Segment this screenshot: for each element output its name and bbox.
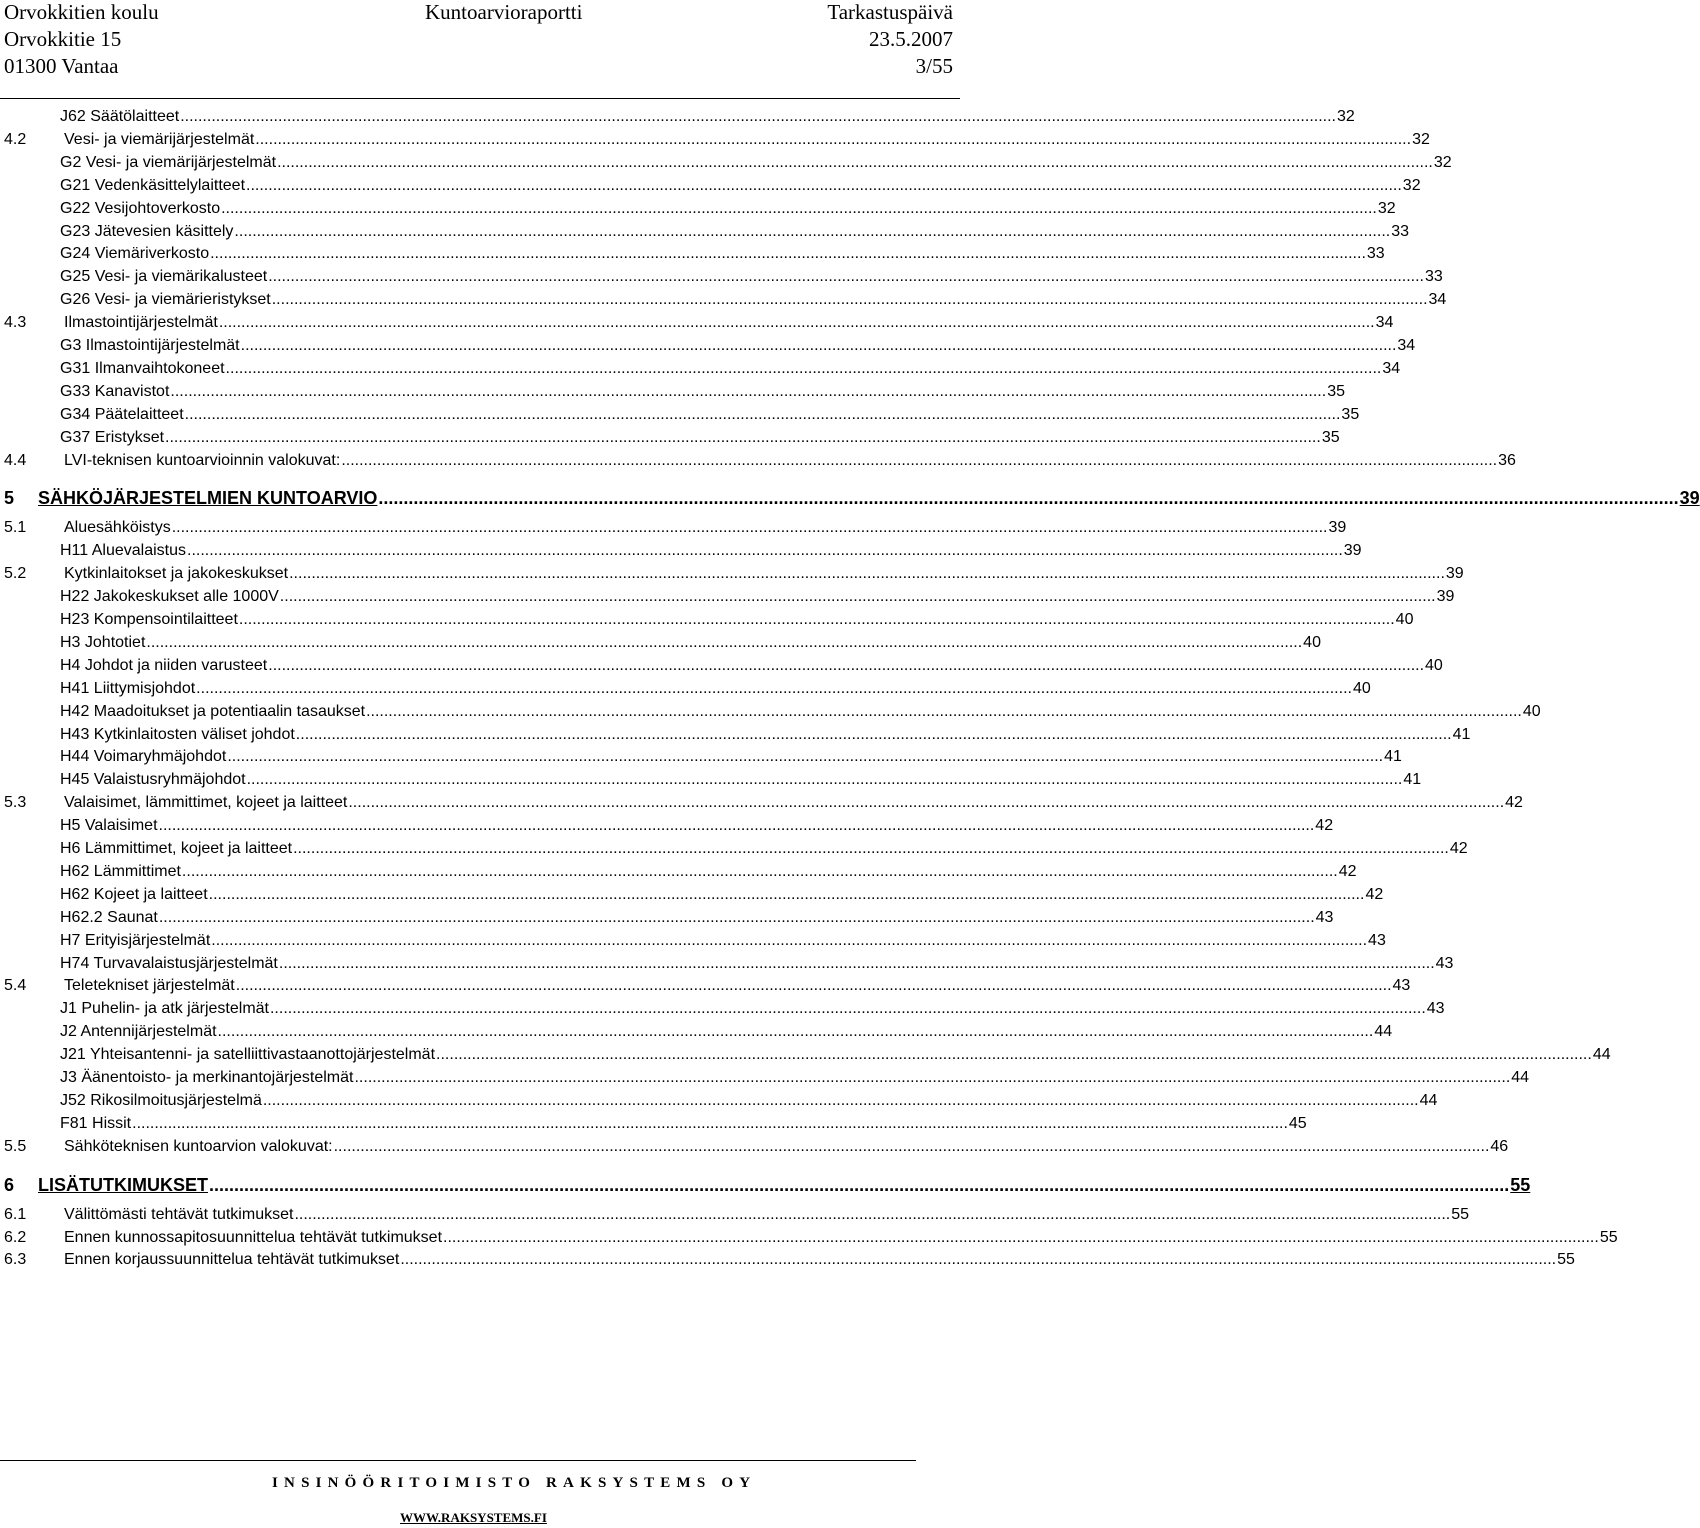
toc-entry-title: H74 Turvavalaistusjärjestelmät	[60, 954, 278, 972]
toc-entry-title: G34 Päätelaitteet	[60, 405, 184, 423]
toc-entry[interactable]	[0, 860, 1357, 883]
toc-entry[interactable]	[0, 357, 1401, 380]
dot-leader: ....................................................................................................................................................................................................................................................................	[158, 817, 1315, 835]
toc-entry-title: Ilmastointijärjestelmät	[64, 314, 218, 332]
dot-leader: ....................................................................................................................................................................................................................................................................	[132, 1114, 1288, 1132]
toc-entry-title: H4 Johdot ja niiden varusteet	[60, 656, 268, 674]
toc-entry[interactable]	[0, 516, 1347, 539]
dot-leader: ....................................................................................................................................................................................................................................................................	[234, 222, 1391, 240]
toc-entry-title: J62 Säätölaitteet	[60, 108, 180, 125]
toc-entry-page: 42	[1315, 817, 1334, 835]
toc-entry-page: 33	[1391, 222, 1409, 240]
toc-entry[interactable]	[0, 265, 1443, 288]
toc-entry[interactable]	[0, 585, 1455, 608]
dot-leader: ....................................................................................................................................................................................................................................................................	[184, 405, 1341, 423]
dot-leader: ....................................................................................................................................................................................................................................................................	[341, 451, 1498, 469]
toc-entry-page: 41	[1384, 748, 1402, 766]
toc-entry[interactable]	[0, 485, 1700, 511]
toc-entry-number: 4.4	[4, 451, 27, 469]
toc-entry[interactable]	[0, 654, 1443, 677]
dot-leader: ....................................................................................................................................................................................................................................................................	[227, 748, 1384, 766]
toc-entry[interactable]	[0, 242, 1385, 265]
toc-entry-title: J21 Yhteisantenni- ja satelliittivastaanottojärjestelmät	[60, 1046, 436, 1064]
toc-entry[interactable]	[0, 974, 1411, 997]
dot-leader: ....................................................................................................................................................................................................................................................................	[279, 588, 1436, 606]
toc-entry[interactable]	[0, 745, 1402, 768]
dot-leader: ....................................................................................................................................................................................................................................................................	[268, 268, 1424, 286]
toc-entry-title: H62 Kojeet ja laitteet	[60, 885, 208, 903]
toc-entry-number: 5.5	[4, 1137, 27, 1155]
dot-leader: ....................................................................................................................................................................................................................................................................	[221, 199, 1377, 217]
report-title: Kuntoarvioraportti	[425, 0, 583, 24]
toc-entry-number: 6.2	[4, 1228, 27, 1246]
dot-leader: ....................................................................................................................................................................................................................................................................	[271, 291, 1428, 309]
toc-entry[interactable]	[0, 700, 1541, 723]
toc-entry-page: 55	[1557, 1251, 1575, 1269]
toc-entry-number: 4.2	[4, 130, 27, 148]
toc-entry-page: 40	[1352, 679, 1371, 697]
toc-entry-page: 35	[1327, 382, 1345, 400]
dot-leader: ....................................................................................................................................................................................................................................................................	[246, 771, 1403, 789]
toc-entry-page: 35	[1341, 405, 1360, 423]
dot-leader: ....................................................................................................................................................................................................................................................................	[443, 1228, 1599, 1246]
dot-leader: ....................................................................................................................................................................................................................................................................	[278, 954, 1435, 972]
dot-leader: ....................................................................................................................................................................................................................................................................	[269, 1000, 1426, 1018]
footer-website-link[interactable]: WWW.RAKSYSTEMS.FI	[400, 1510, 547, 1525]
toc-entry-page: 39	[1343, 542, 1362, 560]
toc-entry-title: J1 Puhelin- ja atk järjestelmät	[60, 1000, 269, 1018]
footer-divider	[0, 1460, 916, 1461]
toc-entry-title: H42 Maadoitukset ja potentiaalin tasaukset	[60, 702, 366, 720]
toc-entry-page: 33	[1424, 268, 1443, 286]
toc-entry-title: J2 Antennijärjestelmät	[60, 1023, 217, 1041]
toc-entry-title: G3 Ilmastointijärjestelmät	[60, 337, 240, 354]
dot-leader: ....................................................................................................................................................................................................................................................................	[165, 428, 1321, 446]
toc-entry-title: H6 Lämmittimet, kojeet ja laitteet	[60, 840, 293, 857]
toc-entry[interactable]	[0, 220, 1409, 243]
toc-entry-page: 44	[1592, 1046, 1611, 1064]
toc-entry-page: 44	[1511, 1069, 1530, 1086]
toc-entry[interactable]	[0, 814, 1334, 837]
footer-company: INSINÖÖRITOIMISTO RAKSYSTEMS OY	[272, 1475, 757, 1491]
toc-entry-number: 5.1	[4, 519, 27, 537]
toc-entry[interactable]	[0, 380, 1345, 403]
toc-entry[interactable]	[0, 1135, 1509, 1158]
toc-entry-page: 40	[1303, 633, 1321, 651]
toc-entry[interactable]	[0, 311, 1394, 334]
date-label: Tarkastuspäivä	[827, 0, 953, 24]
dot-leader: ....................................................................................................................................................................................................................................................................	[268, 656, 1425, 674]
toc-entry-page: 43	[1315, 908, 1334, 926]
dot-leader: ....................................................................................................................................................................................................................................................................	[354, 1069, 1511, 1086]
dot-leader: ....................................................................................................................................................................................................................................................................	[171, 519, 1328, 537]
toc-entry-title: H44 Voimaryhmäjohdot	[60, 748, 227, 766]
toc-entry-page: 43	[1392, 977, 1411, 995]
toc-entry-page: 39	[1436, 588, 1455, 606]
toc-entry-title: G31 Ilmanvaihtokoneet	[60, 359, 225, 377]
toc-entry[interactable]	[0, 334, 1416, 357]
toc-entry-title: Sähköteknisen kuntoarvion valokuvat:	[64, 1137, 333, 1155]
dot-leader: ....................................................................................................................................................................................................................................................................	[289, 565, 1445, 583]
toc-entry-number: 4.3	[4, 314, 27, 332]
toc-entry-page: 42	[1365, 885, 1384, 903]
dot-leader: ....................................................................................................................................................................................................................................................................	[333, 1137, 1490, 1155]
dot-leader: ....................................................................................................................................................................................................................................................................	[146, 633, 1303, 651]
toc-entry-title: Valaisimet, lämmittimet, kojeet ja laitteet	[64, 794, 348, 812]
page-number: 3/55	[915, 54, 953, 78]
toc-entry[interactable]	[0, 151, 1452, 174]
toc-entry-number: 6.1	[4, 1205, 27, 1223]
toc-entry-page: 42	[1338, 862, 1357, 880]
toc-entry-page: 39	[1445, 565, 1464, 583]
toc-entry-page: 32	[1402, 176, 1421, 194]
toc-entry-title: Vesi- ja viemärijärjestelmät	[64, 130, 255, 148]
toc-entry-page: 41	[1452, 725, 1471, 743]
toc-entry-title: G21 Vedenkäsittelylaitteet	[60, 176, 246, 194]
toc-entry-title: Välittömästi tehtävät tutkimukset	[64, 1205, 294, 1223]
dot-leader: ....................................................................................................................................................................................................................................................................	[225, 359, 1382, 377]
toc-entry-page: 32	[1412, 130, 1430, 148]
toc-entry[interactable]	[0, 426, 1340, 449]
toc-entry-title: Kytkinlaitokset ja jakokeskukset	[64, 565, 289, 583]
toc-entry-page: 42	[1505, 794, 1523, 812]
toc-entry-page: 32	[1377, 199, 1396, 217]
dot-leader: ....................................................................................................................................................................................................................................................................	[246, 176, 1402, 194]
toc-entry[interactable]	[0, 288, 1447, 311]
toc-entry[interactable]	[0, 1172, 1531, 1198]
toc-entry-title: H43 Kytkinlaitosten väliset johdot	[60, 725, 295, 743]
toc-entry-page: 46	[1490, 1137, 1509, 1155]
toc-entry[interactable]	[0, 1020, 1393, 1043]
toc-entry-page: 41	[1403, 771, 1422, 789]
dot-leader: ....................................................................................................................................................................................................................................................................	[293, 840, 1449, 857]
toc-entry-title: G23 Jätevesien käsittely	[60, 222, 234, 240]
toc-entry[interactable]	[0, 791, 1523, 814]
dot-leader: ....................................................................................................................................................................................................................................................................	[436, 1046, 1592, 1064]
dot-leader: ....................................................................................................................................................................................................................................................................	[235, 977, 1392, 995]
toc-entry-title: H11 Aluevalaistus	[60, 542, 186, 560]
dot-leader: ....................................................................................................................................................................................................................................................................	[210, 245, 1366, 263]
toc-entry[interactable]	[0, 1203, 1470, 1226]
toc-entry-number: 5	[4, 488, 15, 509]
page-header	[0, 0, 960, 104]
dot-leader: ....................................................................................................................................................................................................................................................................	[240, 337, 1397, 354]
toc-entry[interactable]	[0, 1112, 1307, 1135]
org-name: Orvokkitien koulu	[4, 0, 159, 24]
dot-leader: ....................................................................................................................................................................................................................................................................	[180, 108, 1336, 125]
toc-entry-title: Aluesähköistys	[64, 519, 171, 537]
toc-entry-page: 34	[1428, 291, 1447, 309]
toc-entry-title: J52 Rikosilmoitusjärjestelmä	[60, 1091, 262, 1109]
toc-entry-page: 33	[1366, 245, 1385, 263]
toc-entry[interactable]	[0, 105, 1355, 128]
toc-entry[interactable]	[0, 929, 1386, 952]
toc-entry[interactable]	[0, 997, 1445, 1020]
toc-entry-title: H3 Johtotiet	[60, 633, 146, 651]
toc-entry-page: 34	[1397, 337, 1416, 354]
toc-entry-title: G22 Vesijohtoverkosto	[60, 199, 221, 217]
toc-entry[interactable]	[0, 631, 1321, 654]
toc-entry[interactable]	[0, 197, 1396, 220]
toc-entry-page: 44	[1419, 1091, 1438, 1109]
dot-leader: ....................................................................................................................................................................................................................................................................	[217, 1023, 1374, 1041]
toc-entry[interactable]	[0, 883, 1384, 906]
toc-entry-page: 36	[1498, 451, 1516, 469]
toc-entry-page: 45	[1288, 1114, 1307, 1132]
toc-entry[interactable]	[0, 768, 1422, 791]
toc-entry[interactable]	[0, 1226, 1618, 1249]
toc-entry-number: 5.2	[4, 565, 27, 583]
toc-entry-title: LISÄTUTKIMUKSET	[38, 1174, 208, 1195]
dot-leader: ....................................................................................................................................................................................................................................................................	[400, 1251, 1557, 1269]
toc-entry[interactable]	[0, 723, 1471, 746]
toc-entry-page: 40	[1522, 702, 1541, 720]
dot-leader: ....................................................................................................................................................................................................................................................................	[255, 130, 1412, 148]
toc-entry[interactable]	[0, 128, 1430, 151]
toc-entry-page: 35	[1321, 428, 1340, 446]
toc-entry-page: 55	[1599, 1228, 1618, 1246]
address-city: 01300 Vantaa	[4, 54, 119, 78]
toc-entry[interactable]	[0, 1089, 1438, 1112]
toc-entry-page: 55	[1510, 1174, 1531, 1195]
toc-entry-title: SÄHKÖJÄRJESTELMIEN KUNTOARVIO	[38, 488, 378, 509]
toc-entry[interactable]	[0, 174, 1421, 197]
toc-entry-title: H5 Valaisimet	[60, 817, 158, 835]
dot-leader: ....................................................................................................................................................................................................................................................................	[209, 1174, 1510, 1195]
toc-entry[interactable]	[0, 562, 1464, 585]
toc-entry-page: 43	[1435, 954, 1454, 972]
toc-entry-page: 34	[1375, 314, 1394, 332]
toc-entry-page: 40	[1425, 656, 1443, 674]
toc-entry-title: H62.2 Saunat	[60, 908, 158, 926]
dot-leader: ....................................................................................................................................................................................................................................................................	[366, 702, 1522, 720]
dot-leader: ....................................................................................................................................................................................................................................................................	[158, 908, 1315, 926]
toc-entry-page: 44	[1374, 1023, 1393, 1041]
dot-leader: ....................................................................................................................................................................................................................................................................	[348, 794, 1505, 812]
dot-leader: ....................................................................................................................................................................................................................................................................	[170, 382, 1327, 400]
toc-entry-title: Ennen kunnossapitosuunnittelua tehtävät tutkimukset	[64, 1228, 443, 1246]
toc-entry-title: Teletekniset järjestelmät	[64, 977, 235, 995]
toc-entry-title: LVI-teknisen kuntoarvioinnin valokuvat:	[64, 451, 341, 469]
toc-entry[interactable]	[0, 608, 1414, 631]
toc-entry-title: H41 Liittymisjohdot	[60, 679, 196, 697]
toc-entry-title: H7 Erityisjärjestelmät	[60, 931, 211, 949]
toc-entry-number: 6.3	[4, 1251, 27, 1269]
toc-entry-number: 5.4	[4, 977, 27, 995]
toc-entry-page: 43	[1368, 931, 1386, 949]
dot-leader: ....................................................................................................................................................................................................................................................................	[294, 1205, 1451, 1223]
toc-entry-title: H62 Lämmittimet	[60, 862, 181, 880]
toc-entry[interactable]	[0, 1043, 1611, 1066]
dot-leader: ....................................................................................................................................................................................................................................................................	[295, 725, 1452, 743]
toc-entry-title: G37 Eristykset	[60, 428, 165, 446]
toc-entry-page: 55	[1451, 1205, 1470, 1223]
toc-entry-title: J3 Äänentoisto- ja merkinantojärjestelmät	[60, 1069, 354, 1086]
toc-entry[interactable]	[0, 952, 1454, 975]
dot-leader: ....................................................................................................................................................................................................................................................................	[208, 885, 1365, 903]
toc-entry[interactable]	[0, 677, 1371, 700]
dot-leader: ....................................................................................................................................................................................................................................................................	[196, 679, 1352, 697]
dot-leader: ....................................................................................................................................................................................................................................................................	[181, 862, 1338, 880]
address-street: Orvokkitie 15	[4, 27, 122, 51]
toc-entry-title: H23 Kompensointilaitteet	[60, 611, 238, 628]
toc-entry-title: Ennen korjaussuunnittelua tehtävät tutkimukset	[64, 1251, 400, 1269]
dot-leader: ....................................................................................................................................................................................................................................................................	[277, 153, 1433, 171]
dot-leader: ....................................................................................................................................................................................................................................................................	[262, 1091, 1419, 1109]
toc-entry[interactable]	[0, 449, 1516, 472]
header-divider	[0, 98, 960, 99]
toc-entry-title: H45 Valaistusryhmäjohdot	[60, 771, 246, 789]
date-value: 23.5.2007	[869, 27, 953, 51]
toc-entry-page: 42	[1449, 840, 1468, 857]
dot-leader: ....................................................................................................................................................................................................................................................................	[378, 488, 1679, 509]
toc-entry[interactable]	[0, 1066, 1530, 1089]
dot-leader: ....................................................................................................................................................................................................................................................................	[187, 542, 1343, 560]
toc-entry-number: 6	[4, 1174, 15, 1195]
toc-entry-page: 39	[1328, 519, 1347, 537]
dot-leader: ....................................................................................................................................................................................................................................................................	[238, 611, 1395, 628]
toc-entry-title: G2 Vesi- ja viemärijärjestelmät	[60, 153, 277, 171]
toc-entry-title: G25 Vesi- ja viemärikalusteet	[60, 268, 268, 286]
toc-entry[interactable]	[0, 906, 1334, 929]
toc-entry-number: 5.3	[4, 794, 27, 812]
toc-entry-title: F81 Hissit	[60, 1114, 132, 1132]
toc-entry[interactable]	[0, 1248, 1575, 1271]
toc-entry-page: 39	[1679, 488, 1700, 509]
toc-entry-title: G33 Kanavistot	[60, 382, 170, 400]
toc-entry-page: 43	[1426, 1000, 1445, 1018]
toc-entry-page: 40	[1395, 611, 1414, 628]
toc-entry[interactable]	[0, 403, 1360, 426]
toc-entry-title: H22 Jakokeskukset alle 1000V	[60, 588, 279, 606]
toc-entry-page: 32	[1336, 108, 1355, 125]
toc-entry-title: G24 Viemäriverkosto	[60, 245, 210, 263]
toc-entry[interactable]	[0, 539, 1362, 562]
toc-entry-title: G26 Vesi- ja viemärieristykset	[60, 291, 271, 309]
toc-entry-page: 32	[1433, 153, 1452, 171]
dot-leader: ....................................................................................................................................................................................................................................................................	[218, 314, 1375, 332]
toc-entry-page: 34	[1382, 359, 1401, 377]
dot-leader: ....................................................................................................................................................................................................................................................................	[211, 931, 1368, 949]
toc-entry[interactable]	[0, 837, 1468, 860]
